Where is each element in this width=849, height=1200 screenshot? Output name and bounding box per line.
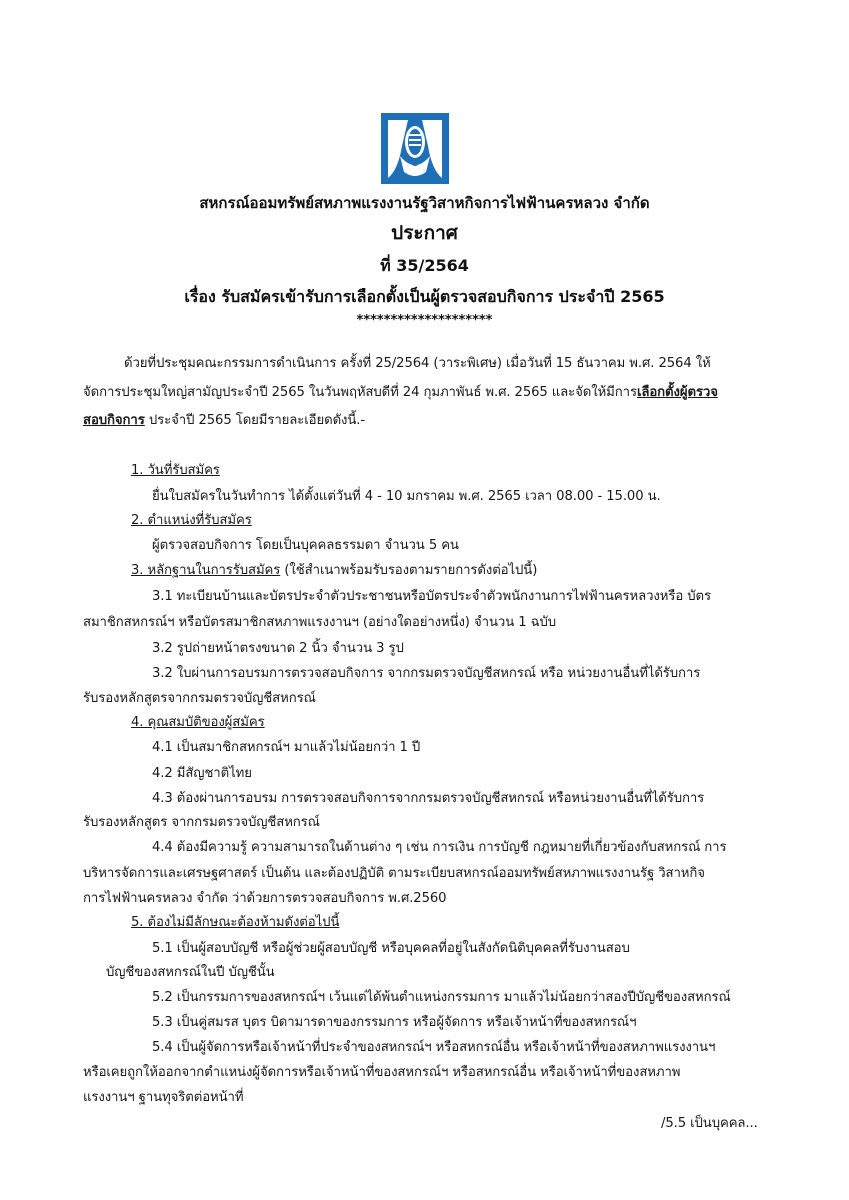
intro-emphasis-2: สอบกิจการ: [83, 413, 145, 428]
section-3-heading: 3. หลักฐานในการรับสมัคร (ใช้สำเนาพร้อมรับรองตามรายการดังต่อไปนี้): [131, 563, 538, 578]
item-3-3-line-1: 3.2 ใบผ่านการอบรมการตรวจสอบกิจการ จากกรมตรวจบัญชีสหกรณ์ หรือ หน่วยงานอื่นที่ได้รับการ: [152, 666, 701, 681]
item-4-3-line-1: 4.3 ต้องผ่านการอบรม การตรวจสอบกิจการจากกรมตรวจบัญชีสหกรณ์ หรือหน่วยงานอื่นที่ได้รับการ: [152, 791, 705, 806]
item-5-2: 5.2 เป็นกรรมการของสหกรณ์ฯ เว้นแต่ได้พ้นตำแหน่งกรรมการ มาแล้วไม่น้อยกว่าสองปีบัญชีของสหกรณ์: [152, 990, 731, 1005]
intro-line-3: สอบกิจการ ประจำปี 2565 โดยมีรายละเอียดดังนี้.-: [83, 413, 366, 428]
document-subject: เรื่อง รับสมัครเข้ารับการเลือกตั้งเป็นผู้ตรวจสอบกิจการ ประจำปี 2565: [184, 287, 665, 306]
item-3-3-line-2: รับรองหลักสูตรจากกรมตรวจบัญชีสหกรณ์: [83, 691, 316, 706]
item-3-1-line-2: สมาชิกสหกรณ์ฯ หรือบัตรสมาชิกสหภาพแรงงานฯ (อย่างใดอย่างหนึ่ง) จำนวน 1 ฉบับ: [83, 615, 557, 630]
item-5-1-line-2: บัญชีของสหกรณ์ในปี บัญชีนั้น: [106, 965, 275, 980]
item-5-4-line-3: แรงงานฯ ฐานทุจริตต่อหน้าที่: [83, 1090, 244, 1105]
item-3-1-line-1: 3.1 ทะเบียนบ้านและบัตรประจำตัวประชาชนหรือบัตรประจำตัวพนักงานการไฟฟ้านครหลวงหรือ บัตร: [152, 589, 711, 604]
item-4-3-line-2: รับรองหลักสูตร จากกรมตรวจบัญชีสหกรณ์: [83, 815, 320, 830]
item-5-4-line-2: หรือเคยถูกให้ออกจากตำแหน่งผู้จัดการหรือเจ้าหน้าที่ของสหกรณ์ฯ หรือสหกรณ์อื่น หรือเจ้าหน้าที่ของสหภาพ: [83, 1065, 681, 1080]
section-2-text: ผู้ตรวจสอบกิจการ โดยเป็นบุคคลธรรมดา จำนวน 5 คน: [152, 538, 459, 553]
intro-line-2: จัดการประชุมใหญ่สามัญประจำปี 2565 ในวันพฤหัสบดีที่ 24 กุมภาพันธ์ พ.ศ. 2565 และจัดให้มีการเลือกตั้งผู้ตรวจ: [83, 385, 718, 400]
item-5-4-line-1: 5.4 เป็นผู้จัดการหรือเจ้าหน้าที่ประจำของสหกรณ์ฯ หรือสหกรณ์อื่น หรือเจ้าหน้าที่ของสหภาพแรงงานฯ: [152, 1040, 716, 1055]
intro-emphasis-1: เลือกตั้งผู้ตรวจ: [636, 385, 718, 400]
document-number: ที่ 35/2564: [380, 256, 469, 275]
section-5-title: 5. ต้องไม่มีลักษณะต้องห้ามดังต่อไปนี้: [131, 915, 340, 930]
item-4-1: 4.1 เป็นสมาชิกสหกรณ์ฯ มาแล้วไม่น้อยกว่า 1 ปี: [152, 740, 421, 755]
item-5-3: 5.3 เป็นคู่สมรส บุตร บิดามารดาของกรรมการ หรือผู้จัดการ หรือเจ้าหน้าที่ของสหกรณ์ฯ: [152, 1015, 637, 1030]
separator: ********************: [356, 313, 493, 328]
item-3-2: 3.2 รูปถ่ายหน้าตรงขนาด 2 นิ้ว จำนวน 3 รูป: [152, 641, 404, 656]
section-1-title: 1. วันที่รับสมัคร: [131, 463, 220, 478]
section-2-title: 2. ตำแหน่งที่รับสมัคร: [131, 513, 252, 528]
section-3-title: 3. หลักฐานในการรับสมัคร: [131, 563, 281, 578]
organization-name: สหกรณ์ออมทรัพย์สหภาพแรงงานรัฐวิสาหกิจการไฟฟ้านครหลวง จำกัด: [199, 194, 650, 212]
section-4-title: 4. คุณสมบัติของผู้สมัคร: [131, 715, 265, 730]
intro-line-1: ด้วยที่ประชุมคณะกรรมการดำเนินการ ครั้งที่ 25/2564 (วาระพิเศษ) เมื่อวันที่ 15 ธันวาคม พ.ศ. 2564 ให้: [124, 356, 711, 371]
item-4-4-line-1: 4.4 ต้องมีความรู้ ความสามารถในด้านต่าง ๆ เช่น การเงิน การบัญชี กฎหมายที่เกี่ยวข้องกับสหกรณ์ การ: [152, 840, 727, 855]
cooperative-logo-icon: [380, 112, 450, 185]
item-4-2: 4.2 มีสัญชาติไทย: [152, 766, 252, 781]
item-5-1-line-1: 5.1 เป็นผู้สอบบัญชี หรือผู้ช่วยผู้สอบบัญชี หรือบุคคลที่อยู่ในสังกัดนิติบุคคลที่รับงานสอบ: [152, 941, 630, 956]
document-type: ประกาศ: [391, 222, 458, 244]
item-4-4-line-3: การไฟฟ้านครหลวง จำกัด ว่าด้วยการตรวจสอบกิจการ พ.ศ.2560: [83, 891, 447, 906]
section-1-text: ยื่นใบสมัครในวันทำการ ได้ตั้งแต่วันที่ 4 - 10 มกราคม พ.ศ. 2565 เวลา 08.00 - 15.00 น.: [152, 489, 661, 504]
item-4-4-line-2: บริหารจัดการและเศรษฐศาสตร์ เป็นต้น และต้องปฏิบัติ ตามระเบียบสหกรณ์ออมทรัพย์สหภาพแรงงานรัฐ วิสาหกิจ: [83, 866, 705, 881]
continued-note: /5.5 เป็นบุคคล...: [661, 1116, 758, 1131]
